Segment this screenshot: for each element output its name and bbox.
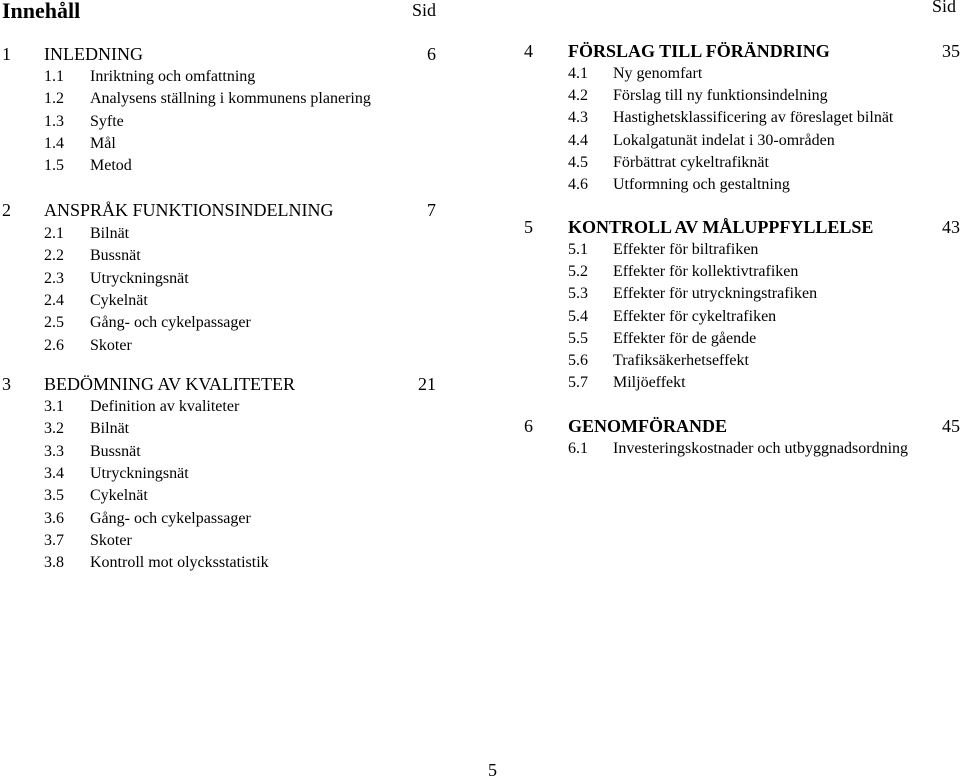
chapter-title: ANSPRÅK FUNKTIONSINDELNING (44, 200, 334, 220)
section-number: 4.3 (568, 109, 588, 127)
section-number: 3.1 (44, 398, 64, 415)
section-number: 5.3 (568, 285, 588, 303)
section-number: 6.1 (568, 440, 588, 457)
section-title: Gång- och cykelpassager (90, 509, 251, 527)
section-number: 2.5 (44, 314, 64, 332)
chapter-title: BEDÖMNING AV KVALITETER (44, 374, 296, 394)
section-title: Mål (90, 134, 116, 152)
section-title: Investeringskostnader och utbyggnadsordning (613, 440, 909, 457)
section-title: Effekter för utryckningstrafiken (613, 285, 818, 303)
section-number: 3.6 (44, 509, 64, 527)
section-title: Trafiksäkerhetseffekt (613, 352, 749, 369)
chapter-page: 35 (942, 41, 960, 61)
section-number: 3.3 (44, 442, 64, 460)
chapter-number: 4 (524, 41, 533, 61)
chapter-number: 6 (524, 416, 533, 436)
section-title: Hastighetsklassificering av föreslaget bilnät (613, 109, 894, 127)
chapter-number: 3 (2, 374, 11, 394)
section-title: Effekter för kollektivtrafiken (613, 263, 799, 281)
chapter-page: 45 (942, 416, 960, 436)
section-number: 3.8 (44, 554, 64, 572)
chapter-page: 21 (418, 374, 436, 394)
chapter-title: INLEDNING (44, 44, 143, 64)
section-number: 2.2 (44, 247, 64, 265)
section-number: 5.5 (568, 329, 588, 347)
section-title: Cykelnät (90, 291, 148, 309)
chapter-title: GENOMFÖRANDE (568, 416, 727, 436)
section-number: 2.3 (44, 269, 64, 287)
chapter-page: 7 (427, 200, 436, 220)
section-title: Utryckningsnät (90, 464, 189, 482)
section-number: 3.7 (44, 531, 64, 549)
section-number: 1.5 (44, 157, 64, 175)
right-page-column-header: Sid (932, 0, 957, 16)
section-title: Lokalgatunät indelat i 30-områden (613, 131, 835, 149)
section-title: Syfte (90, 112, 124, 130)
section-number: 3.4 (44, 464, 64, 482)
section-title: Skoter (90, 531, 132, 549)
chapter-number: 1 (2, 44, 11, 64)
section-number: 1.1 (44, 68, 64, 85)
chapter-title: KONTROLL AV MÅLUPPFYLLELSE (568, 217, 874, 237)
section-number: 5.2 (568, 263, 588, 281)
chapter-page: 43 (942, 217, 960, 237)
section-number: 4.6 (568, 176, 588, 193)
section-number: 1.2 (44, 90, 64, 108)
section-title: Effekter för biltrafiken (613, 241, 759, 258)
section-number: 2.1 (44, 225, 64, 242)
section-title: Bilnät (90, 420, 130, 438)
chapter-number: 5 (524, 217, 533, 237)
section-title: Analysens ställning i kommunens planering (90, 90, 371, 108)
section-title: Utryckningsnät (90, 269, 189, 287)
section-title: Förslag till ny funktionsindelning (613, 87, 828, 105)
section-number: 5.4 (568, 307, 588, 325)
section-title: Metod (90, 157, 132, 175)
left-page-column-header: Sid (412, 0, 437, 20)
section-title: Skoter (90, 336, 132, 354)
section-title: Gång- och cykelpassager (90, 314, 251, 332)
section-number: 4.2 (568, 87, 588, 105)
section-title: Definition av kvaliteter (90, 398, 240, 415)
section-number: 4.4 (568, 131, 588, 149)
section-number: 5.6 (568, 352, 588, 369)
section-number: 5.1 (568, 241, 588, 258)
section-title: Utformning och gestaltning (613, 176, 790, 193)
page-title: Innehåll (2, 0, 81, 23)
section-title: Effekter för de gående (613, 329, 757, 347)
chapter-number: 2 (2, 200, 11, 220)
section-number: 5.7 (568, 374, 588, 392)
chapter-title: FÖRSLAG TILL FÖRÄNDRING (568, 41, 830, 61)
section-number: 4.5 (568, 153, 588, 171)
section-title: Kontroll mot olycksstatistik (90, 554, 269, 572)
section-number: 4.1 (568, 65, 588, 82)
section-title: Cykelnät (90, 487, 148, 505)
section-title: Bussnät (90, 247, 141, 265)
page-number: 5 (488, 760, 497, 780)
section-title: Ny genomfart (613, 65, 703, 82)
section-number: 3.5 (44, 487, 64, 505)
chapter-page: 6 (427, 44, 436, 64)
section-title: Effekter för cykeltrafiken (613, 307, 777, 325)
section-title: Bilnät (90, 225, 130, 242)
section-title: Miljöeffekt (613, 374, 686, 392)
section-number: 3.2 (44, 420, 64, 438)
section-number: 2.6 (44, 336, 64, 354)
section-number: 1.3 (44, 112, 64, 130)
section-number: 2.4 (44, 291, 64, 309)
section-title: Förbättrat cykeltrafiknät (613, 153, 769, 171)
section-number: 1.4 (44, 134, 64, 152)
section-title: Inriktning och omfattning (90, 68, 256, 85)
section-title: Bussnät (90, 442, 141, 460)
